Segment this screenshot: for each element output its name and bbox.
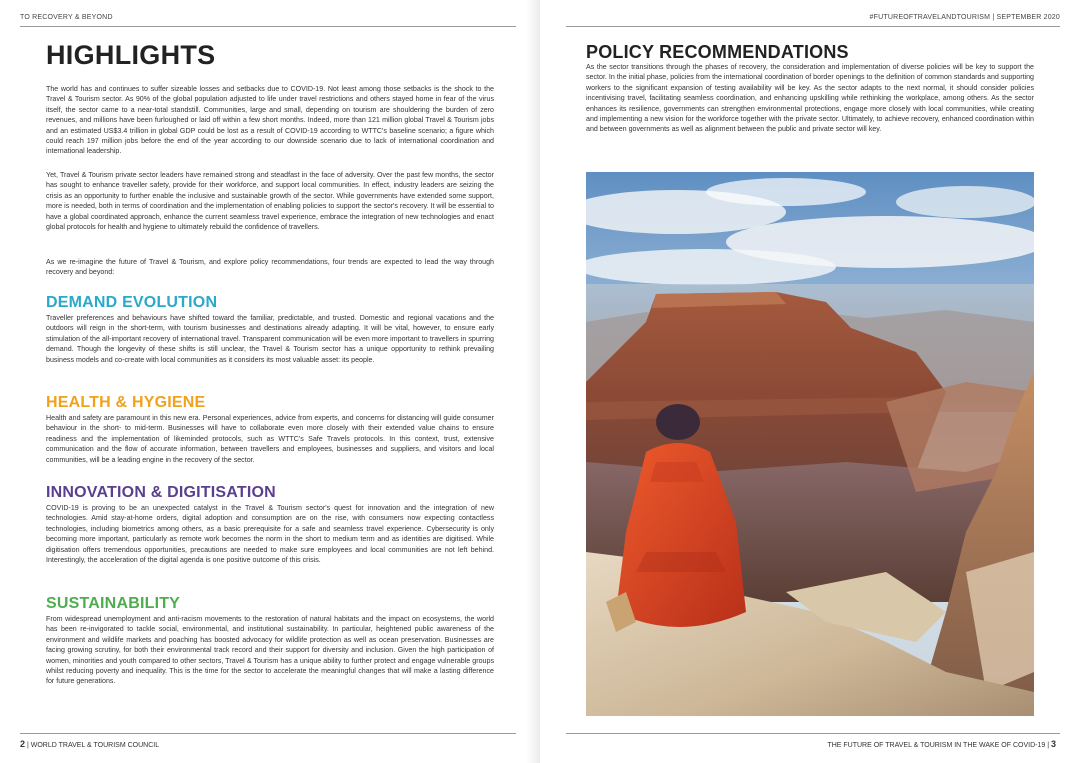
right-header-rule	[566, 26, 1060, 27]
hashtag: #FUTUREOFTRAVELANDTOURISM	[869, 14, 991, 21]
right-footer-rule	[566, 733, 1060, 734]
section-heading-innovation-digitisation: INNOVATION & DIGITISATION	[46, 484, 276, 501]
right-footer	[827, 739, 1056, 749]
page-title: HIGHLIGHTS	[46, 40, 216, 70]
footer-report-title: THE FUTURE OF TRAVEL & TOURISM IN THE WAKE OF COVID-19	[827, 742, 1046, 749]
policy-title: POLICY RECOMMENDATIONS	[586, 42, 849, 62]
running-head-separator: |	[992, 14, 995, 21]
right-page	[540, 0, 1080, 763]
footer-separator: |	[26, 742, 29, 749]
intro-paragraph-1: The world has and continues to suffer sizeable losses and setbacks due to COVID-19. Not least among those setbacks is the shock to the Travel & Tourism sector. As 90% of the global population adjusted to life under travel restrictions and others stayed home in fear of the virus itself, the sector came to a near-total standstill. Communities, large and small, depending on tourism are shouldering the burden of zero revenues, and millions have been furloughed or laid off within a few short months. Indeed, more than 121 million global Travel & Tourism jobs and an estimated US$3.4 trillion in global GDP could be lost as a result of COVID-19 according to WTTC's baseline scenario; a figure which could reach 197 million jobs before the end of the year according to our downside scenario due to lack of international coordination and international leadership.	[46, 85, 494, 156]
section-heading-demand-evolution: DEMAND EVOLUTION	[46, 294, 218, 311]
page-number-left: 2	[20, 739, 26, 749]
policy-text: As the sector transitions through the phases of recovery, the consideration and implementation of diverse policies will be key to support the sector. In the initial phase, policies from the international coordination of border openings to the definition of common standards and supporting workers to the significant expansion of testing availability will be key. As the sector adapts to the next normal, it should consider policies incentivising travel, facilitating seamless coordination, and enhancing upskilling while rethinking the workplace, among others. As the sector enhances its resilience, governments can strengthen environmental protections, engage more closely with local communities, while creating and implementing a new vision for the workforce together with the private sector. Ultimately, to achieve recovery, enhanced coordination within and between governments as well as alignment between the public and private sector will key.	[586, 63, 1034, 134]
section-text-health-hygiene: Health and safety are paramount in this new era. Personal experiences, advice from experts, and concerns for distancing will guide consumer behaviour in the short- to mid-term. Businesses will have to collaborate even more closely with their extended value chains to ensure readiness and the implementation of likeminded protocols, such as WTTC's Safe Travels protocols. In this context, trust, extensive communication and the flow of accurate information, between travellers and employees, businesses and suppliers, and visitors and local communities, will be a leading engine in the recovery of the sector.	[46, 414, 494, 464]
left-running-head: TO RECOVERY & BEYOND	[20, 14, 113, 21]
right-running-head	[870, 14, 1060, 21]
left-footer	[20, 739, 159, 749]
left-header-rule	[20, 26, 516, 27]
section-text-demand-evolution: Traveller preferences and behaviours have shifted toward the familiar, predictable, and trusted. Domestic and regional vacations and the outdoors will reign in the short-term, with tourism businesses and destinations already adapting. It will be vital, however, to ensure early stimulation of the all-important recovery of international travel. Transparent communication will be even more important to travellers in spurring demand. Though the longevity of these shifts is still unclear, the Travel & Tourism sector has a unique opportunity to rethink prevailing business models and co-create with local communities as it considers its most valuable asset: its people.	[46, 314, 494, 364]
page-number-right: 3	[1050, 739, 1056, 749]
footer-separator-right: |	[1047, 742, 1050, 749]
intro-paragraph-3: As we re-imagine the future of Travel & Tourism, and explore policy recommendations, four trends are expected to lead the way through recovery and beyond:	[46, 258, 494, 277]
section-heading-health-hygiene: HEALTH & HYGIENE	[46, 394, 206, 411]
issue-date: SEPTEMBER 2020	[996, 14, 1060, 21]
section-heading-sustainability: SUSTAINABILITY	[46, 595, 181, 612]
footer-org-name: WORLD TRAVEL & TOURISM COUNCIL	[30, 742, 160, 749]
section-text-innovation-digitisation: COVID-19 is proving to be an unexpected catalyst in the Travel & Tourism sector's quest for innovation and the integration of new technologies. Amid stay-at-home orders, digital adoption and consumption are on the rise, with consumers now expecting contactless technologies, including biometrics among others, as a basic prerequisite for a safe and seamless travel experience. Cybersecurity is only becoming more important, particularly as remote work becomes the norm in the short to medium term and as identities are digitised. While digitisation offers tremendous opportunities, precautions are needed to make sure employees and local communities are not left behind. Interestingly, the acceleration of the digital agenda is one positive outcome of this crisis.	[46, 504, 494, 565]
intro-paragraph-2: Yet, Travel & Tourism private sector leaders have remained strong and steadfast in the face of adversity. Over the past few months, the sector has sought to enhance traveller safety, provide for their workforce, and support local communities. In effect, industry leaders are seizing the crisis as an opportunity to further enable the inclusive and sustainable growth of the sector. While governments have extended some support, more is needed, both in terms of coordination and the implementation of enabling policies to support the sector's recovery. It will be essential to have a global coordinated approach, enhance the current seamless travel experience, embrace the integration of new technologies and enact global protocols for health and hygiene to ultimately rebuild the confidence of travellers.	[46, 171, 494, 232]
section-text-sustainability: From widespread unemployment and anti-racism movements to the restoration of natural habitats and the impact on ecosystems, the world has been re-invigorated to tackle social, environmental, and institutional sustainability. In particular, heightened public awareness of the environment and wildlife markets and poaching has boosted advocacy for wildlife protection as well as ocean preservation. Businesses are facing growing scrutiny, for both their environmental track record and their support for diversity and inclusion. Given the high participation of women, minorities and youth compared to other sectors, Travel & Tourism has a unique ability to further protect and engage vulnerable groups whilst reducing poverty and inequality. This is the time for the sector to accelerate the meaningful changes that will make a lasting difference for future generations.	[46, 615, 494, 686]
left-footer-rule	[20, 733, 516, 734]
canyon-photo	[586, 172, 1034, 716]
